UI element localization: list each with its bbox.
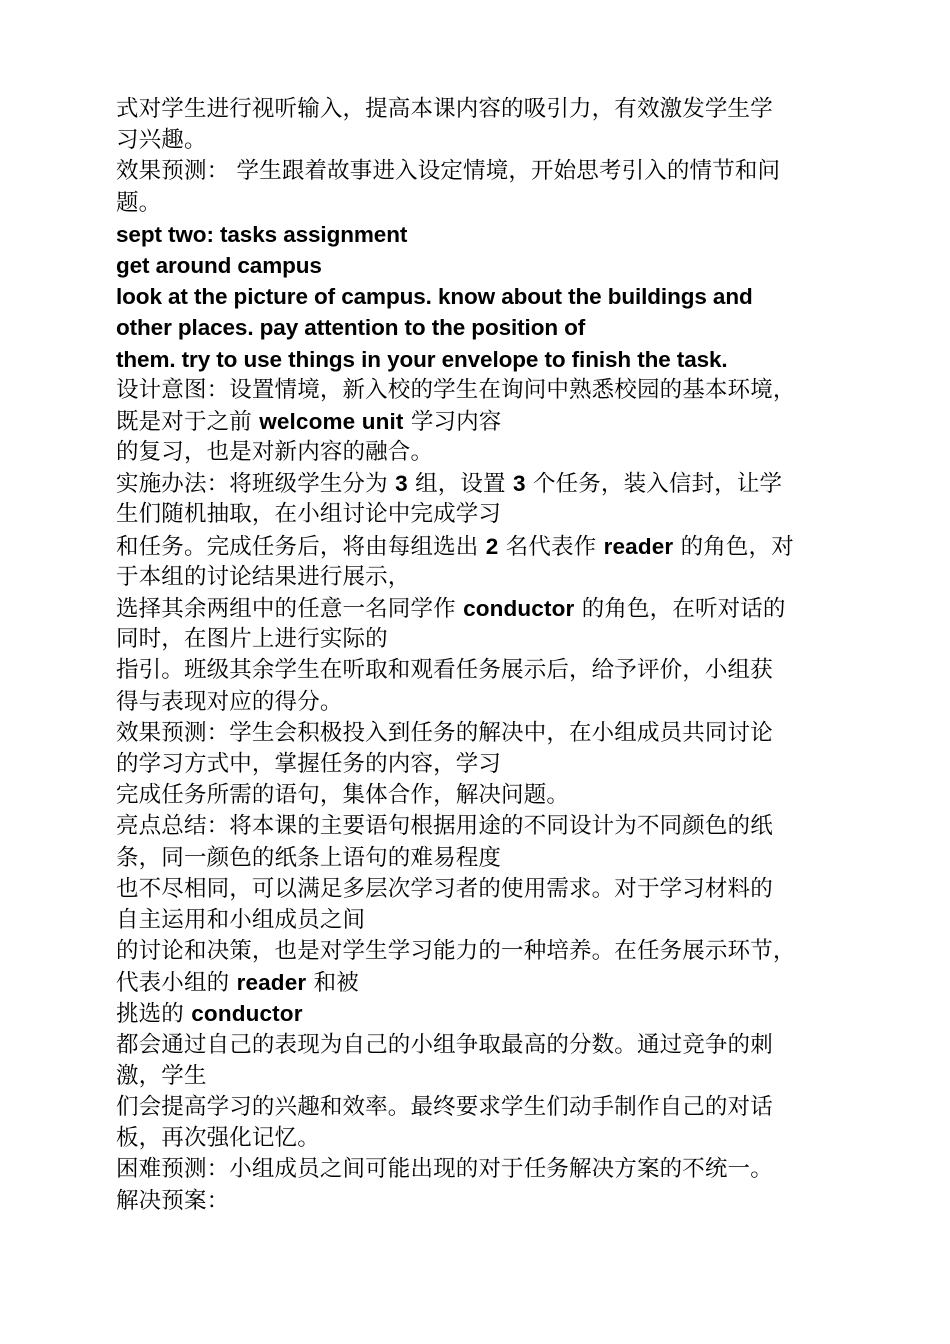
text-line: 也不尽相同，可以满足多层次学习者的使用需求。对于学习材料的 [116,875,773,902]
text-line: get around campus [116,252,322,278]
text-line: 完成任务所需的语句，集体合作，解决问题。 [116,782,570,809]
text-line: 困难预测：小组成员之间可能出现的对于任务解决方案的不统一。 [116,1156,773,1183]
text-line: 题。 [116,189,162,216]
text-line: 的学习方式中，掌握任务的内容，学习 [116,750,502,777]
text-line: 同时，在图片上进行实际的 [116,626,388,653]
text-line: 的复习，也是对新内容的融合。 [116,439,434,466]
text-line: sept two: tasks assignment [116,221,408,247]
text-line: 解决预案： [116,1187,230,1214]
text-line: 实施办法：将班级学生分为 3 组，设置 3 个任务，装入信封，让学 [116,471,783,498]
text-line: 设计意图：设置情境，新入校的学生在询问中熟悉校园的基本环境， [116,376,796,403]
text-line: 亮点总结：将本课的主要语句根据用途的不同设计为不同颜色的纸 [116,813,773,840]
document-body [116,94,836,1217]
text-line: 代表小组的 reader 和被 [116,970,359,997]
text-line: 激，学生 [116,1062,207,1089]
text-line: 选择其余两组中的任意一名同学作 conductor 的角色，在听对话的 [116,596,786,622]
text-line: 和任务。完成任务后，将由每组选出 2 名代表作 reader 的角色，对 [116,533,794,560]
text-line: 既是对于之前 welcome unit 学习内容 [116,408,502,435]
text-line: 效果预测：学生会积极投入到任务的解决中，在小组成员共同讨论 [116,719,773,746]
text-line: 自主运用和小组成员之间 [116,906,366,933]
text-line: 指引。班级其余学生在听取和观看任务展示后，给予评价，小组获 [116,657,773,684]
text-line: 都会通过自己的表现为自己的小组争取最高的分数。通过竞争的刺 [116,1031,773,1058]
text-line: 习兴趣。 [116,127,207,154]
text-line: 的讨论和决策，也是对学生学习能力的一种培养。在任务展示环节， [116,938,796,965]
text-line: 挑选的 conductor [116,1001,303,1028]
text-line: 效果预测： 学生跟着故事进入设定情境，开始思考引入的情节和问 [116,158,781,185]
text-line: other places. pay attention to the position of [116,315,586,341]
text-line: 条，同一颜色的纸条上语句的难易程度 [116,844,502,871]
text-line: them. try to use things in your envelope to finish the task. [116,346,728,372]
text-line: 板，再次强化记忆。 [116,1125,320,1152]
text-line: 得与表现对应的得分。 [116,688,343,715]
text-line: 生们随机抽取，在小组讨论中完成学习 [116,501,502,528]
text-line: look at the picture of campus. know about the buildings and [116,284,753,310]
text-line: 于本组的讨论结果进行展示， [116,563,411,590]
text-line: 式对学生进行视听输入，提高本课内容的吸引力，有效激发学生学 [116,96,773,122]
text-line: 们会提高学习的兴趣和效率。最终要求学生们动手制作自己的对话 [116,1094,773,1120]
